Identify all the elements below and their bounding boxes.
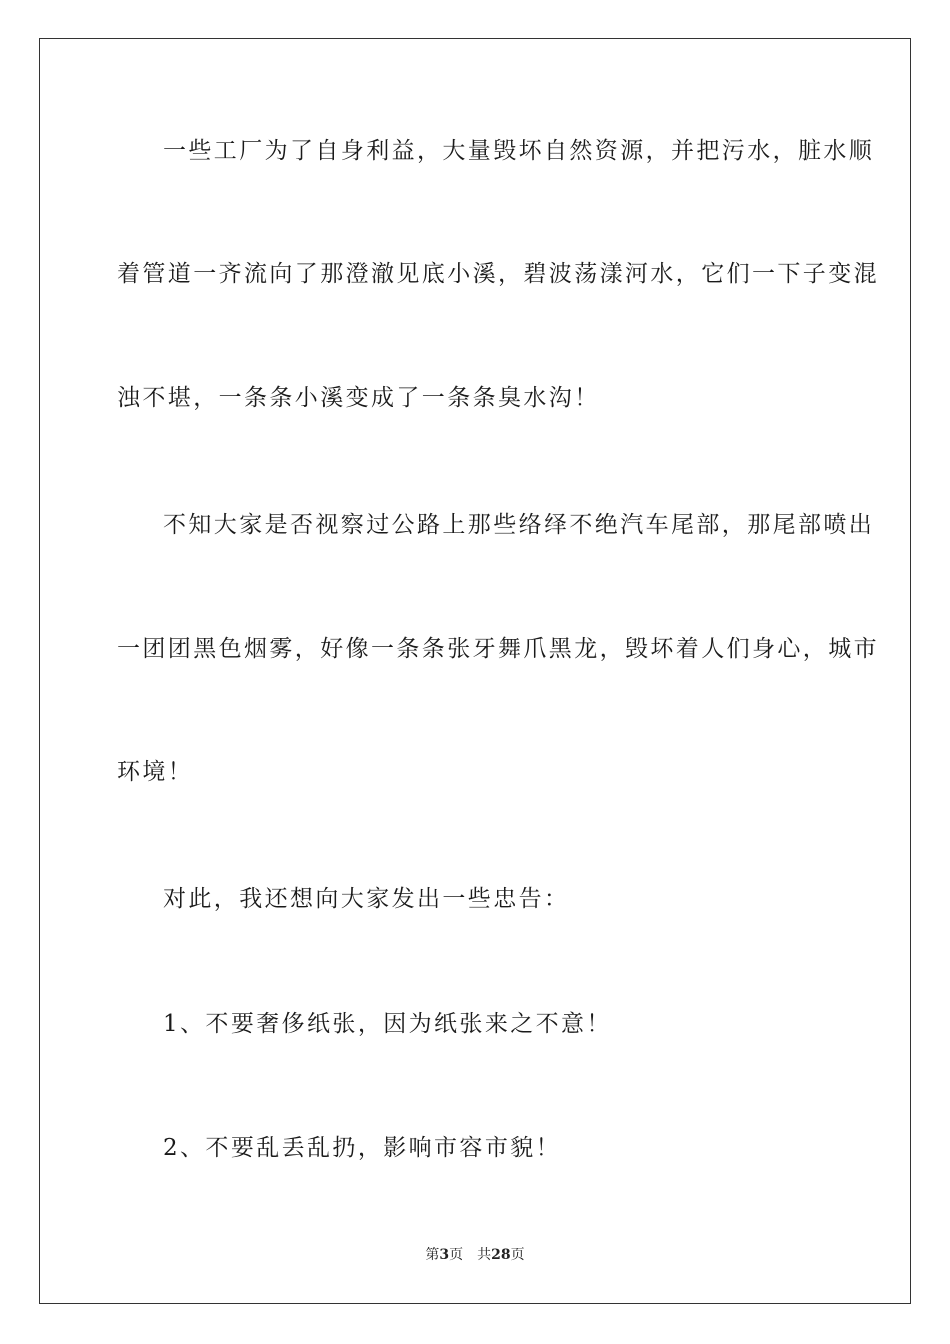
total-pages: 28	[491, 1247, 511, 1263]
paragraph-2-line-1: 不知大家是否视察过公路上那些络绎不绝汽车尾部，那尾部喷出	[163, 512, 875, 538]
page-prefix: 第	[425, 1247, 440, 1263]
paragraph-2-line-2: 一团团黑色烟雾，好像一条条张牙舞爪黑龙，毁坏着人们身心，城市	[117, 636, 879, 662]
page-border	[39, 38, 911, 1304]
total-prefix: 共	[477, 1247, 492, 1263]
paragraph-2-line-3: 环境！	[117, 759, 194, 785]
page-suffix: 页	[449, 1247, 464, 1263]
paragraph-1-line-1: 一些工厂为了自身利益，大量毁坏自然资源，并把污水，脏水顺	[163, 138, 875, 164]
paragraph-3-line-1: 对此，我还想向大家发出一些忠告：	[163, 886, 570, 912]
total-suffix: 页	[510, 1247, 525, 1263]
list-item-1: 1、不要奢侈纸张，因为纸张来之不意！	[163, 1011, 612, 1037]
list-item-2: 2、不要乱丢乱扔，影响市容市貌！	[163, 1135, 562, 1161]
page-number: 3	[439, 1247, 450, 1263]
paragraph-1-line-2: 着管道一齐流向了那澄澈见底小溪，碧波荡漾河水，它们一下子变混	[117, 261, 879, 287]
paragraph-1-line-3: 浊不堪，一条条小溪变成了一条条臭水沟！	[117, 385, 600, 411]
page-footer	[0, 1246, 950, 1264]
